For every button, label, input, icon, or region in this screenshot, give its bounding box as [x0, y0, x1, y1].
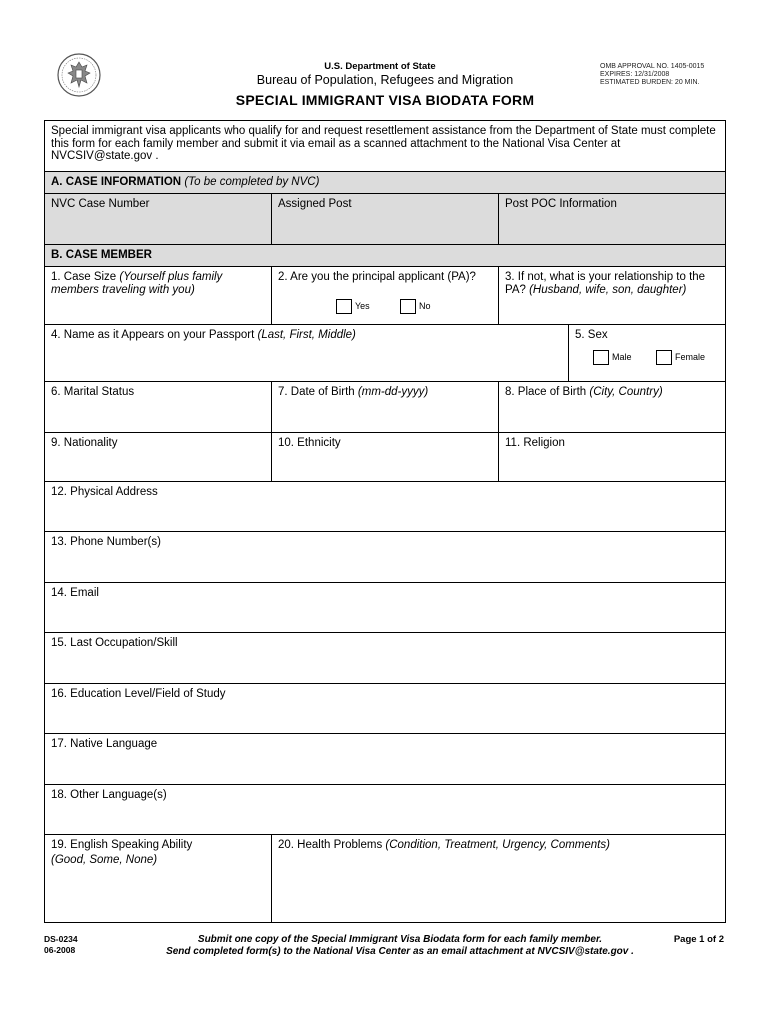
section-a-header	[45, 172, 725, 194]
pa-no-option[interactable]	[400, 299, 431, 314]
page-number: Page 1 of 2	[673, 934, 724, 945]
date-of-birth-note: (mm-dd-yyyy)	[357, 386, 429, 398]
pa-no-checkbox[interactable]	[400, 299, 416, 314]
section-a-title: A. CASE INFORMATION	[51, 176, 182, 188]
pa-yes-label: Yes	[355, 301, 370, 311]
relationship-label: 3. If not, what is your relationship to the PA?	[505, 271, 706, 296]
case-size-note: (Yourself plus family members traveling with you)	[51, 271, 223, 296]
place-of-birth-field[interactable]	[499, 382, 725, 433]
sex-female-option[interactable]	[656, 350, 705, 365]
case-size-label: 1. Case Size	[51, 271, 117, 283]
section-b-header	[45, 245, 725, 267]
passport-name-label: 4. Name as it Appears on your Passport	[51, 329, 255, 341]
health-problems-note: (Condition, Treatment, Urgency, Comments)	[385, 839, 610, 851]
marital-status-label: 6. Marital Status	[51, 386, 135, 398]
phone-numbers-field[interactable]	[45, 532, 725, 583]
passport-name-field[interactable]	[45, 325, 569, 382]
place-of-birth-label: 8. Place of Birth	[505, 386, 587, 398]
pa-no-label: No	[419, 301, 431, 311]
sex-male-label: Male	[612, 352, 632, 362]
education-label: 16. Education Level/Field of Study	[51, 688, 226, 700]
footer-line-1: Submit one copy of the Special Immigrant Visa Biodata form for each family member.	[197, 934, 603, 945]
nationality-label: 9. Nationality	[51, 437, 118, 449]
form-number: DS-0234	[44, 934, 78, 944]
date-of-birth-field[interactable]	[272, 382, 499, 433]
omb-burden: ESTIMATED BURDEN: 20 MIN.	[600, 79, 700, 86]
native-language-field[interactable]	[45, 734, 725, 785]
case-size-field[interactable]	[45, 267, 272, 325]
relationship-note: (Husband, wife, son, daughter)	[529, 284, 687, 296]
omb-expires: EXPIRES: 12/31/2008	[600, 71, 670, 78]
phone-numbers-label: 13. Phone Number(s)	[51, 536, 161, 548]
pa-yes-option[interactable]	[336, 299, 370, 314]
post-poc-label: Post POC Information	[505, 198, 617, 210]
physical-address-field[interactable]	[45, 482, 725, 532]
english-ability-label: 19. English Speaking Ability	[51, 839, 193, 851]
date-of-birth-label: 7. Date of Birth	[278, 386, 355, 398]
sex-label: 5. Sex	[575, 329, 608, 341]
form-title: SPECIAL IMMIGRANT VISA BIODATA FORM	[235, 92, 535, 108]
physical-address-label: 12. Physical Address	[51, 486, 158, 498]
section-b-title: B. CASE MEMBER	[51, 249, 152, 261]
marital-status-field[interactable]	[45, 382, 272, 433]
health-problems-label: 20. Health Problems	[278, 839, 383, 851]
native-language-label: 17. Native Language	[51, 738, 158, 750]
place-of-birth-note: (City, Country)	[589, 386, 663, 398]
form-code	[44, 934, 78, 956]
assigned-post-field[interactable]	[272, 194, 499, 245]
section-a-note: (To be completed by NVC)	[184, 176, 320, 188]
sex-male-checkbox[interactable]	[593, 350, 609, 365]
intro-text: Special immigrant visa applicants who qualify for and request resettlement assistance from the Department of State must complete this form for each family member and submit it via email as a scanned attachment to the National Visa Center at NVCSIV@state.gov .	[45, 121, 725, 172]
english-ability-note: (Good, Some, None)	[51, 854, 158, 866]
sex-female-checkbox[interactable]	[656, 350, 672, 365]
footer-instructions	[90, 934, 710, 958]
other-languages-field[interactable]	[45, 785, 725, 835]
principal-applicant-field	[272, 267, 499, 325]
omb-approval: OMB APPROVAL NO. 1405-0015	[600, 63, 705, 70]
biodata-form	[44, 120, 726, 923]
nationality-field[interactable]	[45, 433, 272, 482]
pa-yes-checkbox[interactable]	[336, 299, 352, 314]
religion-field[interactable]	[499, 433, 725, 482]
ethnicity-label: 10. Ethnicity	[278, 437, 341, 449]
nvc-case-number-field[interactable]	[45, 194, 272, 245]
footer-line-2: Send completed form(s) to the National Visa Center as an email attachment at NVCSIV@state.gov .	[166, 946, 634, 957]
department-name: U.S. Department of State	[324, 61, 436, 72]
education-field[interactable]	[45, 684, 725, 734]
relationship-field[interactable]	[499, 267, 725, 325]
health-problems-field[interactable]	[272, 835, 725, 922]
principal-applicant-label: 2. Are you the principal applicant (PA)?	[278, 271, 476, 283]
english-ability-field[interactable]	[45, 835, 272, 922]
email-label: 14. Email	[51, 587, 99, 599]
sex-female-label: Female	[675, 352, 706, 362]
religion-label: 11. Religion	[505, 437, 565, 449]
email-field[interactable]	[45, 583, 725, 633]
bureau-name: Bureau of Population, Refugees and Migration	[256, 73, 514, 87]
other-languages-label: 18. Other Language(s)	[51, 789, 167, 801]
passport-name-note: (Last, First, Middle)	[257, 329, 356, 341]
post-poc-field[interactable]	[499, 194, 725, 245]
nvc-case-number-label: NVC Case Number	[51, 198, 150, 210]
occupation-label: 15. Last Occupation/Skill	[51, 637, 178, 649]
assigned-post-label: Assigned Post	[278, 198, 352, 210]
form-revision-date: 06-2008	[44, 945, 76, 955]
sex-male-option[interactable]	[593, 350, 632, 365]
occupation-field[interactable]	[45, 633, 725, 684]
sex-field	[569, 325, 725, 382]
omb-info	[600, 63, 704, 87]
ethnicity-field[interactable]	[272, 433, 499, 482]
